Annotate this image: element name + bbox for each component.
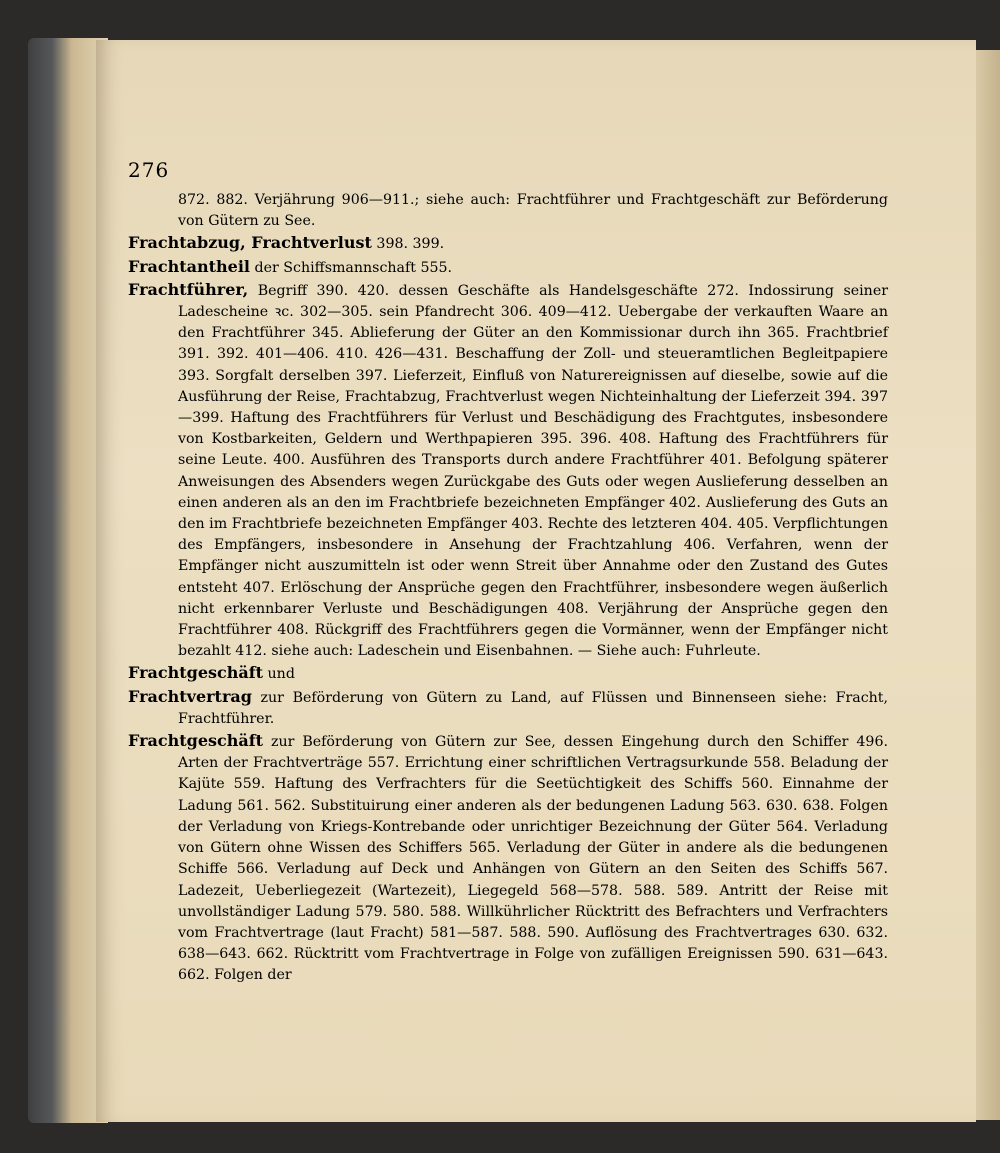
facing-page-edge <box>976 50 1000 1120</box>
entry-headword: Frachtantheil <box>128 256 250 276</box>
index-entry <box>128 279 888 663</box>
entry-text: zur Beförderung von Gütern zur See, dessen Eingehung durch den Schiffer 496. Arten der Frachtverträge 557. Errichtung einer schriftlichen Vertragsurkunde 558. Beladung der Kajüte 559. Haftung des Verfrachters für die Seetüchtigkeit des Schiffs 560. Einnahme der Ladung 561. 562. Substituirung einer anderen als der bedungenen Ladung 563. 630. 638. Folgen der Verladung von Kriegs-Kontrebande oder unrichtiger Bezeichnung der Güter 564. Verladung von Gütern ohne Wissen des Schiffers 565. Verladung der Güter in andere als die bedungenen Schiffe 566. Verladung auf Deck und Anhängen von Gütern an den Seiten des Schiffs 567. Ladezeit, Ueberliegezeit (Wartezeit), Liegegeld 568—578. 588. 589. Antritt der Reise mit unvollständiger Ladung 579. 580. 588. Willkührlicher Rücktritt des Befrachters und Verfrachters vom Frachtvertrage (laut Fracht) 581—587. 588. 590. Auflösung des Frachtvertrages 630. 632. 638—643. 662. Rücktritt vom Frachtvertrage in Folge von zufälligen Ereignissen 590. 631—643. 662. Folgen der <box>178 734 888 984</box>
index-entry <box>128 662 888 685</box>
entry-text: 872. 882. Verjährung 906—911.; siehe auch: Frachtführer und Frachtgeschäft zur Beförderung von Gütern zu See. <box>178 192 888 230</box>
index-entry <box>128 256 888 279</box>
entry-headword: Frachtabzug, Frachtverlust <box>128 233 372 253</box>
entry-text: Begriff 390. 420. dessen Geschäfte als Handelsgeschäfte 272. Indossirung seiner Ladescheine ꝛc. 302—305. sein Pfandrecht 306. 409—412. Uebergabe der verkauften Waare an den Frachtführer 345. Ablieferung der Güter an den Kommissionar durch ihn 365. Frachtbrief 391. 392. 401—406. 410. 426—431. Beschaffung der Zoll- und steueramtlichen Begleitpapiere 393. Sorgfalt derselben 397. Lieferzeit, Einfluß von Naturereignissen auf dieselbe, sowie auf die Ausführung der Reise, Frachtabzug, Frachtverlust wegen Nichteinhaltung der Lieferzeit 394. 397—399. Haftung des Frachtführers für Verlust und Beschädigung des Frachtgutes, insbesondere von Kostbarkeiten, Geldern und Werthpapieren 395. 396. 408. Haftung des Frachtführers für seine Leute. 400. Ausführen des Transports durch andere Frachtführer 401. Befolgung späterer Anweisungen des Absenders wegen Zurückgabe des Guts oder wegen Auslieferung desselben an einen anderen als an den im Frachtbriefe bezeichneten Empfänger 402. Auslieferung des Guts an den im Frachtbriefe bezeichneten Empfänger 403. Rechte des letzteren 404. 405. Verpflichtungen des Empfängers, insbesondere in Ansehung der Frachtzahlung 406. Verfahren, wenn der Empfänger nicht auszumitteln ist oder wenn Streit über Annahme oder den Zustand des Gutes entsteht 407. Erlöschung der Ansprüche gegen den Frachtführer, insbesondere wegen äußerlich nicht erkennbarer Verluste und Beschädigungen 408. Verjährung der Ansprüche gegen den Frachtführer 408. Rückgriff des Frachtführers gegen die Vormänner, wenn der Empfänger nicht bezahlt 412. siehe auch: Ladeschein und Eisenbahnen. — Siehe auch: Fuhrleute. <box>178 282 888 660</box>
index-entries <box>128 190 888 987</box>
index-entry <box>128 232 888 255</box>
entry-text: der Schiffsmannschaft 555. <box>250 259 453 276</box>
entry-headword: Frachtgeschäft <box>128 731 264 751</box>
entry-text: 398. 399. <box>371 236 445 253</box>
entry-text: und <box>263 666 295 683</box>
index-entry <box>128 730 888 986</box>
entry-headword: Frachtführer, <box>128 279 249 299</box>
entry-text: zur Beförderung von Gütern zu Land, auf Flüssen und Binnenseen siehe: Fracht, Frachtführer. <box>178 689 888 727</box>
index-entry <box>128 686 888 730</box>
entry-headword: Frachtvertrag <box>128 686 252 706</box>
entry-headword: Frachtgeschäft <box>128 663 264 683</box>
index-entry-continued <box>128 190 888 232</box>
page-number: 276 <box>128 158 170 182</box>
